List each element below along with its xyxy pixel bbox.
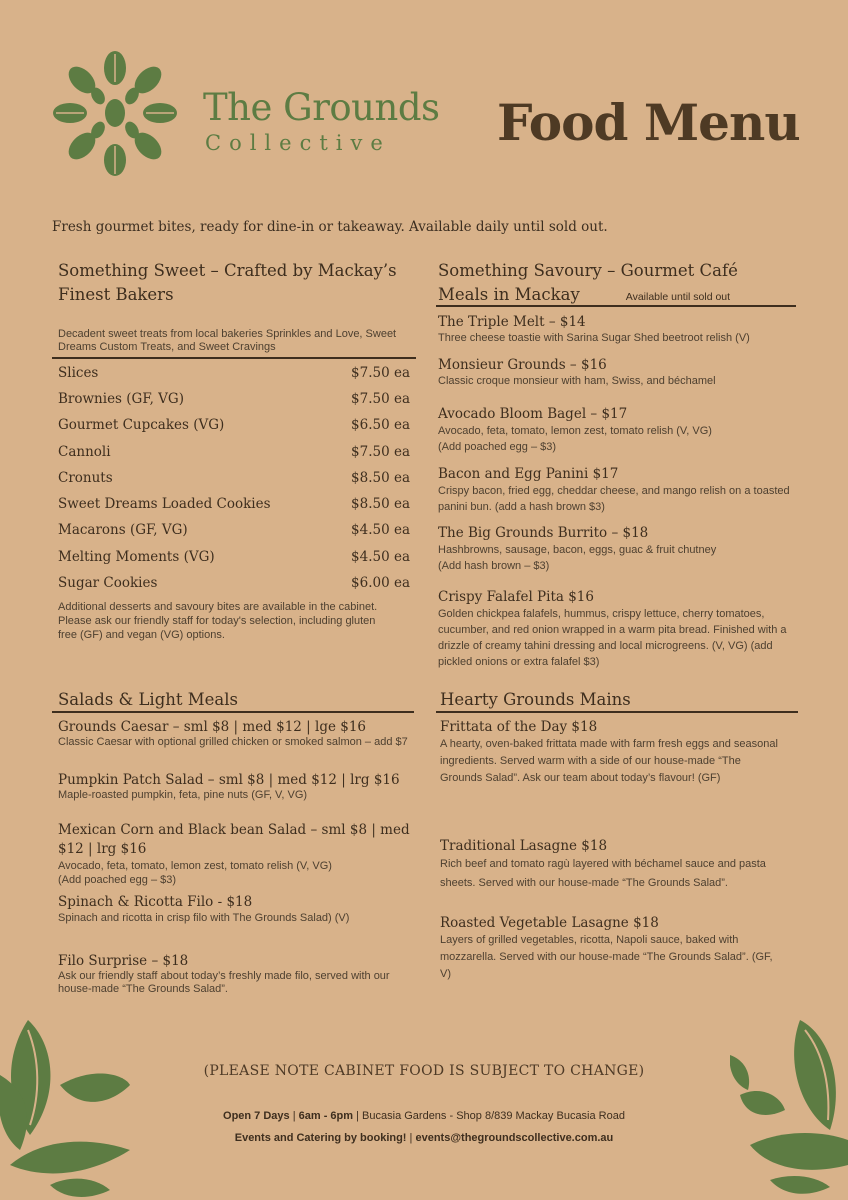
- item-name: Macarons (GF, VG): [58, 522, 188, 538]
- item-name: The Triple Melt – $14: [438, 314, 586, 330]
- list-item: [438, 588, 793, 670]
- item-price: $8.50 ea: [351, 470, 410, 486]
- item-desc: Classic Caesar with optional grilled chicken or smoked salmon – add $7: [58, 736, 408, 748]
- list-item: [438, 405, 793, 455]
- item-desc: Maple-roasted pumpkin, feta, pine nuts (GF, V, VG): [58, 789, 308, 801]
- list-item: [58, 575, 410, 591]
- item-price: $4.50 ea: [351, 549, 410, 565]
- list-item: [58, 522, 410, 538]
- item-addon: (Add hash brown – $3): [438, 560, 550, 572]
- list-item: [440, 914, 785, 983]
- events-email-link[interactable]: events@thegroundscollective.com.au: [415, 1132, 614, 1144]
- list-item: [58, 496, 410, 512]
- list-item: [58, 391, 410, 407]
- hours-label: Open 7 Days: [223, 1110, 290, 1122]
- item-desc: Classic croque monsieur with ham, Swiss, and béchamel: [438, 375, 716, 387]
- item-desc: Avocado, feta, tomato, lemon zest, tomato relish (V, VG): [438, 425, 712, 437]
- list-item: [58, 365, 410, 381]
- list-item: [440, 837, 790, 893]
- item-price: $6.00 ea: [351, 575, 410, 591]
- list-item: [58, 718, 413, 749]
- item-addon: (Add poached egg – $3): [58, 874, 177, 886]
- item-name: Spinach & Ricotta Filo - $18: [58, 894, 253, 910]
- savoury-section-title: [438, 259, 798, 309]
- leaf-decoration-icon: [730, 1015, 848, 1200]
- item-name: Pumpkin Patch Salad – sml $8 | med $12 | lrg $16: [58, 772, 400, 788]
- list-item: [58, 549, 410, 565]
- item-price: $4.50 ea: [351, 522, 410, 538]
- item-desc: Three cheese toastie with Sarina Sugar Shed beetroot relish (V): [438, 332, 750, 344]
- item-desc: Spinach and ricotta in crisp filo with The Grounds Salad) (V): [58, 912, 350, 924]
- item-desc: A hearty, oven-baked frittata made with farm fresh eggs and seasonal ingredients. Served warm with a side of our house-made “The Grounds Salad”. Ask our team about today’s flavour! (GF): [440, 738, 778, 784]
- item-price: $6.50 ea: [351, 417, 410, 433]
- list-item: [440, 718, 780, 787]
- item-desc: Layers of grilled vegetables, ricotta, Napoli sauce, baked with mozzarella. Served with our house-made “The Grounds Salad”. (GF, V): [440, 934, 773, 980]
- item-name: Cannoli: [58, 444, 111, 460]
- item-name: The Big Grounds Burrito – $18: [438, 525, 649, 541]
- list-item: [58, 821, 413, 887]
- sweet-title-line2: Finest Bakers: [58, 285, 174, 304]
- item-price: $7.50 ea: [351, 391, 410, 407]
- item-name: Crispy Falafel Pita $16: [438, 589, 594, 605]
- leaf-mandala-icon: [48, 48, 182, 178]
- sweet-note: Additional desserts and savoury bites are available in the cabinet. Please ask our friendly staff for today's selection, including gluten free (GF) and vegan (VG) options.: [58, 601, 378, 641]
- item-desc: Crispy bacon, fried egg, cheddar cheese, and mango relish on a toasted panini bun. (add a hash brown $3): [438, 485, 790, 513]
- item-name: Avocado Bloom Bagel – $17: [438, 406, 628, 422]
- list-item: [438, 313, 793, 345]
- brand-title: The Grounds: [203, 86, 440, 129]
- hours-time: 6am - 6pm: [298, 1110, 354, 1122]
- list-item: [58, 417, 410, 433]
- sweet-description: Decadent sweet treats from local bakeries Sprinkles and Love, Sweet Dreams Custom Treats, and Sweet Cravings: [58, 328, 397, 353]
- item-name: Traditional Lasagne $18: [440, 838, 608, 854]
- address: Bucasia Gardens - Shop 8/839 Mackay Bucasia Road: [362, 1110, 625, 1122]
- item-addon: (Add poached egg – $3): [438, 441, 557, 453]
- brand-subtitle: Collective: [205, 131, 391, 155]
- item-price: $7.50 ea: [351, 444, 410, 460]
- item-name: Brownies (GF, VG): [58, 391, 184, 407]
- divider: [52, 711, 414, 713]
- item-name: Sweet Dreams Loaded Cookies: [58, 496, 271, 512]
- item-name: Melting Moments (VG): [58, 549, 215, 565]
- item-name: Bacon and Egg Panini $17: [438, 466, 619, 482]
- item-name: Mexican Corn and Black bean Salad – sml $8 | med $12 | lrg $16: [58, 822, 410, 857]
- divider: [52, 357, 416, 359]
- events-label: Events and Catering by booking!: [234, 1132, 407, 1144]
- leaf-decoration-icon: [0, 1015, 135, 1200]
- list-item: [58, 893, 413, 925]
- list-item: [438, 356, 793, 388]
- item-name: Frittata of the Day $18: [440, 719, 598, 735]
- cabinet-note: (PLEASE NOTE CABINET FOOD IS SUBJECT TO CHANGE): [203, 1063, 645, 1079]
- item-desc: Ask our friendly staff about today’s freshly made filo, served with our house-made “The Grounds Salad”.: [58, 970, 390, 995]
- item-desc: Hashbrowns, sausage, bacon, eggs, guac & fruit chutney: [438, 544, 717, 556]
- item-name: Slices: [58, 365, 99, 381]
- divider: [436, 711, 798, 713]
- item-desc: Golden chickpea falafels, hummus, crispy lettuce, cherry tomatoes, cucumber, and red onion wrapped in a warm pita bread. Finished with a drizzle of creamy tahini dressing and local microgreens. (V, VG) (add pickled onions or extra falafel $3): [438, 608, 787, 668]
- mains-section-title: Hearty Grounds Mains: [440, 690, 631, 709]
- list-item: [58, 771, 413, 802]
- sweet-section-title: [58, 259, 418, 307]
- savoury-title-line1: Something Savoury – Gourmet Café: [438, 261, 738, 280]
- footer-events: Events and Catering by booking! | events@thegroundscollective.com.au: [234, 1132, 614, 1144]
- list-item: [438, 465, 793, 515]
- list-item: [58, 470, 410, 486]
- list-item: [438, 524, 793, 574]
- item-price: $7.50 ea: [351, 365, 410, 381]
- list-item: [58, 952, 413, 996]
- footer-hours: Open 7 Days | 6am - 6pm | Bucasia Gardens - Shop 8/839 Mackay Bucasia Road: [223, 1110, 625, 1122]
- availability-note: Available until sold out: [625, 291, 731, 303]
- item-name: Monsieur Grounds – $16: [438, 357, 607, 373]
- page-title: Food Menu: [497, 93, 800, 152]
- salads-section-title: Salads & Light Meals: [58, 690, 239, 709]
- sweet-title-line1: Something Sweet – Crafted by Mackay’s: [58, 261, 397, 280]
- item-price: $8.50 ea: [351, 496, 410, 512]
- list-item: [58, 444, 410, 460]
- item-desc: Avocado, feta, tomato, lemon zest, tomato relish (V, VG): [58, 860, 332, 872]
- item-name: Roasted Vegetable Lasagne $18: [440, 915, 659, 931]
- item-name: Grounds Caesar – sml $8 | med $12 | lge $16: [58, 719, 367, 735]
- item-name: Cronuts: [58, 470, 113, 486]
- intro-text: Fresh gourmet bites, ready for dine-in or takeaway. Available daily until sold out.: [52, 219, 608, 235]
- item-name: Gourmet Cupcakes (VG): [58, 417, 225, 433]
- item-name: Filo Surprise – $18: [58, 953, 189, 969]
- savoury-title-text: Meals in Mackay: [438, 285, 580, 304]
- item-desc: Rich beef and tomato ragù layered with béchamel sauce and pasta sheets. Served with our house-made “The Grounds Salad”.: [440, 858, 766, 889]
- divider: [436, 305, 796, 307]
- item-name: Sugar Cookies: [58, 575, 158, 591]
